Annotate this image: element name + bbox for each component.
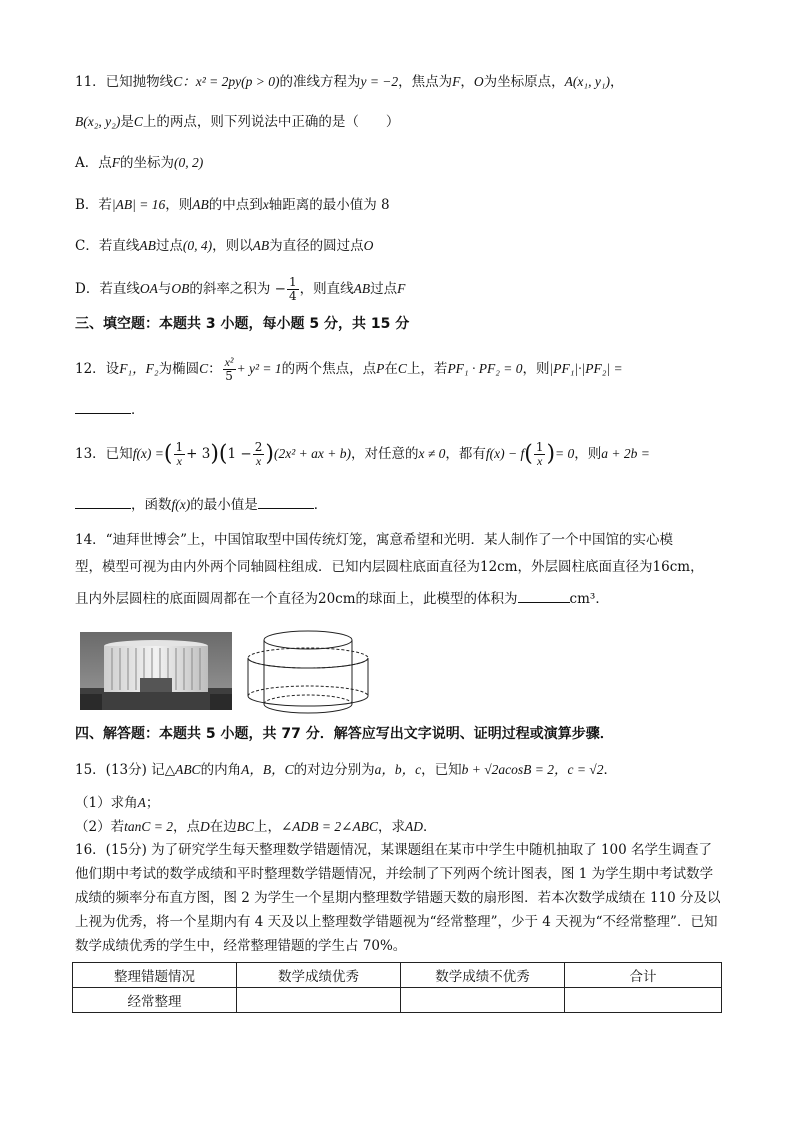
option-math: AB — [192, 197, 209, 212]
option-math: F — [397, 281, 406, 296]
table-cell[interactable] — [237, 988, 401, 1013]
option-math: O — [363, 238, 374, 253]
fraction-denominator: x — [255, 454, 262, 468]
q15-text: ，求 — [377, 819, 405, 835]
q12-text: 的两个焦点，点 — [281, 361, 377, 377]
option-math: OA — [139, 281, 158, 296]
q15-part1 — [75, 793, 159, 813]
option-text: D．若直线 — [75, 281, 140, 297]
table-row — [73, 988, 722, 1013]
q15-text: ，已知 — [421, 762, 462, 778]
q15-text: 15．(13分) 记 — [75, 762, 165, 778]
q12-math: C — [199, 361, 209, 376]
section-4-heading: 四、解答题：本题共 5 小题，共 77 分．解答应写出文字说明、证明过程或演算步骤． — [75, 726, 614, 742]
q13-text: ． — [313, 497, 328, 513]
table-header: 数学成绩不优秀 — [401, 963, 565, 988]
q15-math: b + √2acosB = 2，c = √2 — [461, 762, 604, 777]
fraction-numerator: 2 — [254, 440, 263, 454]
q15-math: △ABC — [164, 762, 201, 777]
q15-text: ． — [422, 819, 437, 835]
option-math: F — [111, 155, 120, 170]
option-math: AB — [139, 238, 156, 253]
q13-math: f(x) = — [132, 446, 164, 461]
fraction-numerator: 1 — [175, 440, 184, 454]
q14-line3 — [75, 589, 609, 609]
q12-math: C — [397, 361, 407, 376]
q15-text: ． — [603, 762, 617, 778]
q11-stem-end: 上的两点，则下列说法中正确的是（ ） — [142, 114, 400, 130]
q13-text: ，则 — [574, 446, 602, 462]
option-text: 为直径的圆过点 — [269, 238, 364, 254]
q15-text: 在边 — [209, 819, 237, 835]
q15-stem — [75, 760, 617, 780]
paren: ( — [163, 441, 173, 467]
fraction — [174, 441, 186, 468]
option-text: ，则以 — [212, 238, 253, 254]
answer-blank[interactable] — [75, 413, 131, 414]
fraction-denominator: 4 — [288, 289, 297, 303]
q15-math: BC — [236, 819, 254, 834]
paren: ) — [265, 441, 274, 467]
q14-math: 12cm — [480, 559, 518, 575]
fraction — [287, 276, 299, 303]
q11-line2 — [75, 112, 399, 132]
table-cell[interactable] — [401, 988, 565, 1013]
table-cell[interactable] — [565, 988, 722, 1013]
q12-math: P — [376, 361, 385, 376]
q11-parabola-name: C — [133, 114, 143, 129]
q15-math: D — [199, 819, 210, 834]
fraction — [534, 441, 546, 468]
q11-directrix: y = −2 — [360, 74, 399, 89]
q15-part2 — [75, 817, 436, 837]
q15-text: （2）若 — [75, 819, 125, 835]
q13-math: (2x² + ax + b) — [273, 446, 351, 461]
q11-focus: F — [452, 74, 461, 89]
answer-blank[interactable] — [75, 508, 131, 509]
q13-text: 13．已知 — [75, 446, 133, 462]
q12-text: 12．设 — [75, 361, 120, 377]
paren: ) — [546, 441, 556, 467]
q15-math: A — [137, 795, 146, 810]
q15-text: （1）求角 — [75, 795, 138, 811]
q14-text: ，外层圆柱底面直径为 — [517, 559, 653, 575]
q12-text: ． — [131, 402, 145, 418]
q11-point-b: B(x₂, y₂) — [75, 114, 121, 129]
q13-math: f(x) − f — [485, 446, 525, 461]
fraction-numerator: 1 — [288, 275, 297, 289]
q13-math: = 0 — [555, 446, 575, 461]
option-text: ，则直线 — [299, 281, 354, 297]
q12-math: + y² = 1 — [236, 361, 282, 376]
q15-text: 的对边分别为 — [293, 762, 375, 778]
table-header: 整理错题情况 — [73, 963, 237, 988]
option-text: 的坐标为 — [120, 155, 174, 171]
table-header: 合计 — [565, 963, 722, 988]
q13-text: ，对任意的 — [350, 446, 419, 462]
q11-parabola-eq: ：x² = 2py(p > 0) — [182, 74, 280, 89]
q11-point-a: A(x₁, y₁) — [564, 74, 611, 89]
q13-line2 — [75, 495, 327, 515]
q11-parabola-name: C — [173, 74, 183, 89]
option-text: ，则 — [165, 197, 193, 213]
q12-math: F₁，F₂ — [119, 361, 159, 376]
q15-text: ； — [145, 795, 160, 811]
option-math: x — [262, 197, 269, 212]
option-math: OB — [171, 281, 190, 296]
option-math: AB — [353, 281, 371, 296]
q14-line1: 14．“迪拜世博会”上，中国馆取型中国传统灯笼，寓意希望和光明．某人制作了一个中国馆的实心模 — [75, 532, 673, 548]
q11-option-a — [75, 153, 203, 173]
q12-math: |PF₁|·|PF₂| = — [549, 361, 623, 376]
fraction-numerator: 1 — [535, 440, 544, 454]
q15-text: ，点 — [172, 819, 200, 835]
q12-text: 为椭圆 — [158, 361, 200, 377]
section-3-heading: 三、填空题：本题共 3 小题，每小题 5 分，共 15 分 — [75, 316, 410, 332]
option-text: B．若 — [75, 197, 112, 213]
q11-text: ， — [610, 74, 624, 90]
option-text: 轴距离的最小值为 8 — [268, 197, 390, 213]
q12-text: 在 — [384, 361, 398, 377]
fraction-denominator: x — [176, 454, 182, 468]
q14-line2 — [75, 557, 704, 577]
q15-text: 的内角 — [200, 762, 242, 778]
q11-text: 是 — [120, 114, 134, 130]
coaxial-cylinder-diagram — [246, 628, 370, 716]
q11-option-d — [75, 274, 405, 304]
option-text: 过点 — [155, 238, 183, 254]
option-text: 过点 — [370, 281, 398, 297]
q15-math: tanC = 2 — [124, 819, 173, 834]
option-text: 与 — [157, 281, 172, 297]
q14-text: 型，模型可视为由内外两个同轴圆柱组成．已知内层圆柱底面直径为 — [75, 559, 480, 575]
q13-math: + 3 — [186, 446, 211, 462]
q11-line1 — [75, 72, 624, 92]
q12-line2 — [75, 400, 145, 420]
q14-math: 16cm — [652, 559, 691, 575]
table-header-row — [73, 963, 722, 988]
q14-text: ， — [690, 559, 704, 575]
q13-math: f(x) — [171, 497, 191, 512]
option-text: 的斜率之积为 − — [189, 281, 286, 297]
q14-text: 且内外层圆柱的底面圆周都在一个直径为 — [75, 591, 318, 607]
option-math: AB — [252, 238, 270, 253]
table-header: 数学成绩优秀 — [237, 963, 401, 988]
q14-text: 的球面上，此模型的体积为 — [355, 591, 518, 607]
fraction — [253, 441, 265, 468]
q13-text: ，函数 — [131, 497, 172, 513]
q12-line1 — [75, 354, 623, 384]
q11-origin: O — [473, 74, 484, 89]
answer-blank[interactable] — [518, 602, 570, 603]
option-math: (0, 2) — [174, 155, 204, 170]
fraction-denominator: x — [536, 454, 543, 468]
q11-text: 为坐标原点， — [483, 74, 565, 90]
q12-text: ： — [208, 361, 222, 377]
q11-text: ，焦点为 — [398, 74, 453, 90]
fraction-denominator: 5 — [225, 369, 233, 383]
option-text: C．若直线 — [75, 238, 140, 254]
q15-math: ∠ADB = 2∠ABC — [280, 819, 378, 834]
q15-math: AD — [404, 819, 423, 834]
fraction — [223, 356, 236, 383]
q12-text: 上，若 — [406, 361, 448, 377]
option-math: (0, 4) — [182, 238, 213, 253]
q15-math: a，b，c — [374, 762, 422, 777]
q11-text: 的准线方程为 — [279, 74, 361, 90]
q14-text: ． — [595, 591, 609, 607]
q11-option-b — [75, 195, 390, 215]
q13-text: 的最小值是 — [190, 497, 258, 513]
q13-math: 1 − — [227, 446, 252, 462]
q13-line1 — [75, 436, 650, 472]
q16-table — [72, 962, 722, 1013]
option-text: 的中点到 — [208, 197, 263, 213]
q11-option-c — [75, 236, 373, 256]
q11-number: 11．已知抛物线 — [75, 74, 174, 90]
q13-math: x ≠ 0 — [418, 446, 446, 461]
q15-text: 上， — [253, 819, 281, 835]
paren: ( — [524, 441, 533, 467]
q13-math: a + 2b = — [601, 446, 650, 461]
option-text: A．点 — [75, 155, 112, 171]
q12-math: PF₁ · PF₂ = 0 — [447, 361, 523, 376]
q16-stem: 16．(15分) 为了研究学生每天整理数学错题情况，某课题组在某市中学生中随机抽取了 100 名学生调查了他们期中考试的数学成绩和平时整理数学错题情况，并绘制了下列两个统计图表，图 1 为学生期中考试数学成绩的频率分布直方图，图 2 为学生一个星期内整理数学错题天数的扇形图．若本次数学成绩在 110 分及以上视为优秀，将一个星期内有 4 天及以上整理数学错题视为“经常整理”，少于 4 天视为“不经常整理”．已知数学成绩优秀的学生中，经常整理错题的学生占 70%。 — [75, 842, 721, 954]
q14-math: 20cm — [318, 591, 356, 607]
option-math: |AB| = 16 — [111, 197, 166, 212]
q14-unit: cm³ — [569, 591, 596, 607]
q15-math: A，B，C — [241, 762, 294, 777]
q12-text: ，则 — [522, 361, 550, 377]
answer-blank[interactable] — [258, 508, 314, 509]
q11-text: ， — [460, 74, 474, 90]
table-cell: 经常整理 — [73, 988, 237, 1013]
paren: )( — [210, 441, 228, 467]
china-pavilion-photo — [80, 632, 232, 710]
q13-text: ，都有 — [445, 446, 486, 462]
fraction-numerator: x² — [224, 355, 234, 369]
